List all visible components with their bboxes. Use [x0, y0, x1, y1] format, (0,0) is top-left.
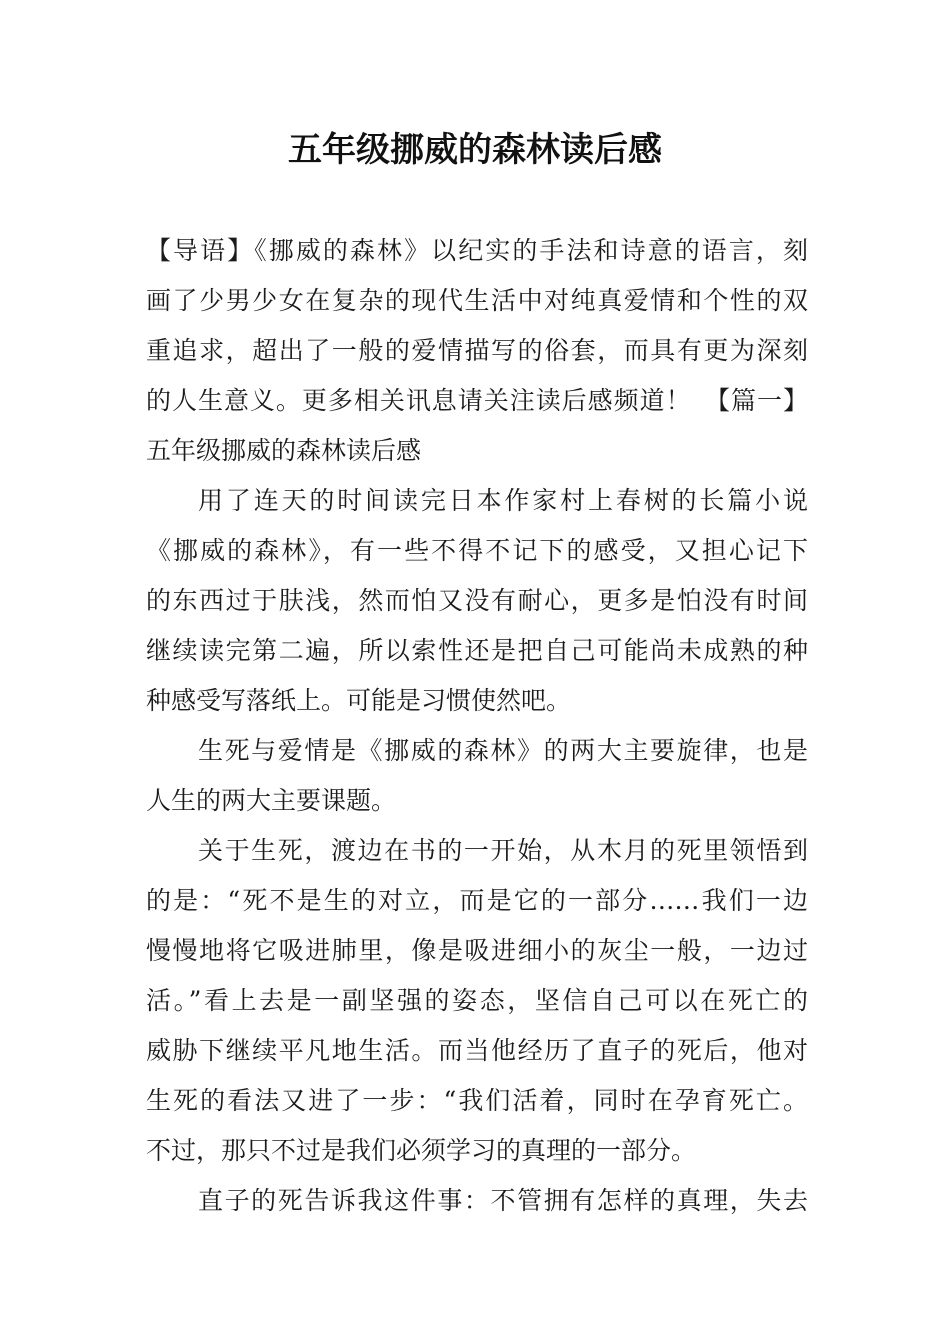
text-line: 慢慢地将它吸进肺里，像是吸进细小的灰尘一般，一边过 [146, 936, 808, 965]
paragraph-3 [146, 826, 808, 1176]
text-line: 画了少男少女在复杂的现代生活中对纯真爱情和个性的双 [146, 286, 808, 315]
intro-paragraph [146, 226, 808, 476]
text-line: 五年级挪威的森林读后感 [146, 436, 422, 465]
paragraph-2 [146, 726, 808, 826]
text-line: 【导语】《挪威的森林》以纪实的手法和诗意的语言，刻 [146, 236, 808, 265]
text-line: 生死的看法又进了一步：“我们活着，同时在孕育死亡。 [146, 1086, 808, 1115]
text-line: 生死与爱情是《挪威的森林》的两大主要旋律，也是 [198, 736, 808, 765]
text-line: 人生的两大主要课题。 [146, 786, 397, 815]
text-line: 《挪威的森林》，有一些不得不记下的感受，又担心记下 [146, 536, 808, 565]
text-line: 继续读完第二遍，所以索性还是把自己可能尚未成熟的种 [146, 636, 808, 665]
paragraph-1 [146, 476, 808, 726]
text-line: 活。”看上去是一副坚强的姿态，坚信自己可以在死亡的 [146, 986, 808, 1015]
text-line: 重追求，超出了一般的爱情描写的俗套，而具有更为深刻 [146, 336, 808, 365]
document-body [146, 226, 808, 1226]
text-line: 的东西过于肤浅，然而怕又没有耐心，更多是怕没有时间 [146, 586, 808, 615]
text-line: 直子的死告诉我这件事：不管拥有怎样的真理，失去 [198, 1186, 808, 1215]
text-line: 威胁下继续平凡地生活。而当他经历了直子的死后，他对 [146, 1036, 808, 1065]
document-title: 五年级挪威的森林读后感 [288, 130, 662, 170]
paragraph-4 [146, 1176, 808, 1226]
text-line: 种感受写落纸上。可能是习惯使然吧。 [146, 686, 572, 715]
text-line: 的是：“死不是生的对立，而是它的一部分……我们一边 [146, 886, 808, 915]
text-line: 不过，那只不过是我们必须学习的真理的一部分。 [146, 1136, 697, 1165]
text-line: 的人生意义。更多相关讯息请关注读后感频道！ 【篇一】 [146, 386, 808, 415]
text-line: 关于生死，渡边在书的一开始，从木月的死里领悟到 [198, 836, 808, 865]
text-line: 用了连天的时间读完日本作家村上春树的长篇小说 [198, 486, 808, 515]
